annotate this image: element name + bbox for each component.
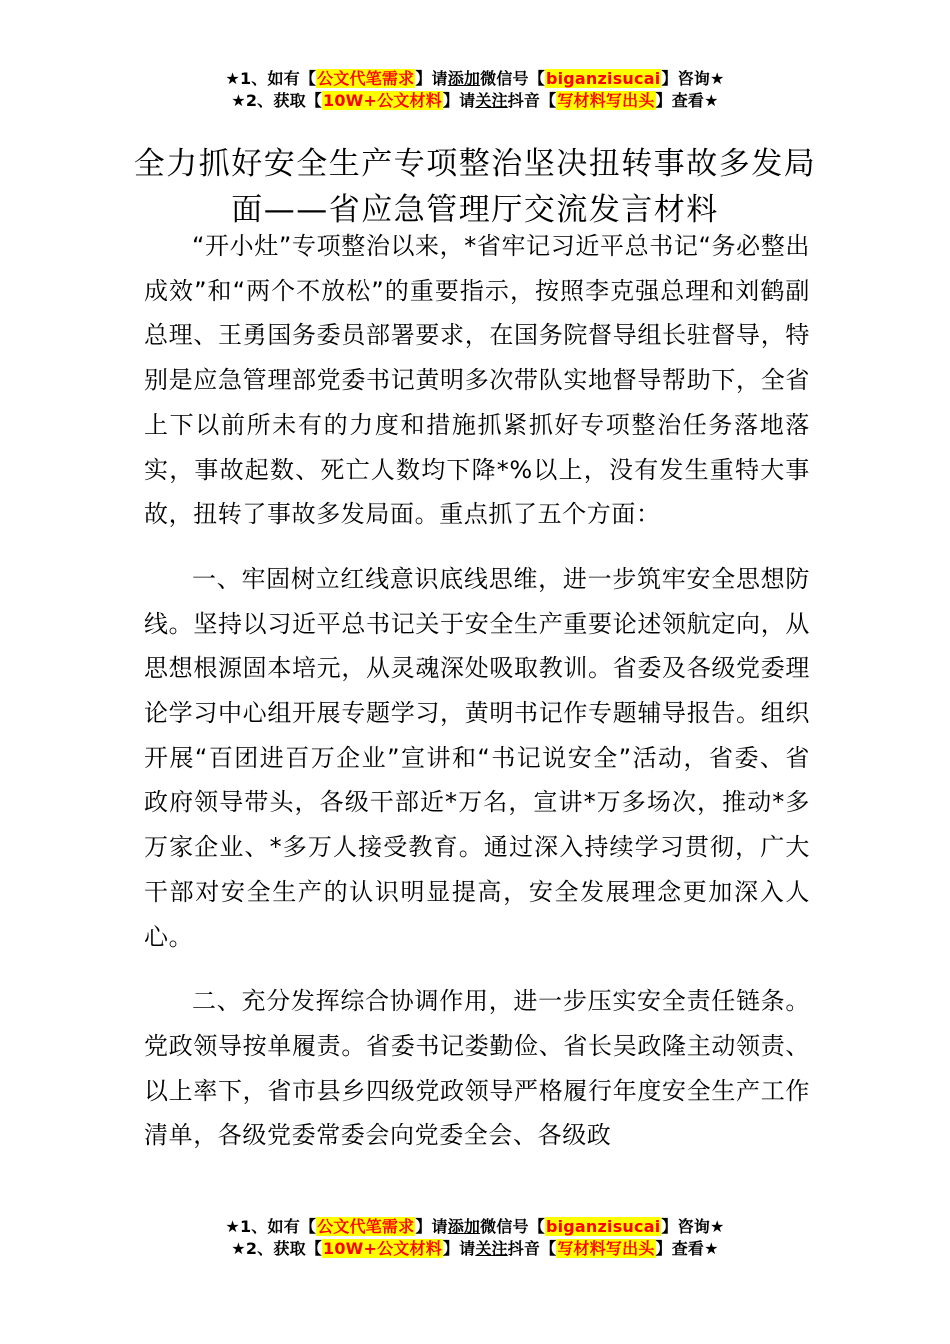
notice-line-1: ★1、如有【公文代笔需求】请添加微信号【biganzisucai】咨询★ — [225, 1217, 725, 1236]
footer-notice — [0, 1216, 950, 1260]
paragraph-section-1: 一、牢固树立红线意识底线思维，进一步筑牢安全思想防线。坚持以习近平总书记关于安全生产重要论述领航定向，从思想根源固本培元，从灵魂深处吸取教训。省委及各级党委理论学习中心组开展专题学习，黄明书记作专题辅导报告。组织开展“百团进百万企业”宣讲和“书记说安全”活动，省委、省政府领导带头，各级干部近*万名，宣讲*万多场次，推动*多万家企业、*多万人接受教育。通过深入持续学习贯彻，广大干部对安全生产的认识明显提高，安全发展理念更加深入人心。 — [144, 564, 810, 951]
highlight-materials: 10W+公文材料 — [322, 1239, 442, 1258]
header-notice — [0, 68, 950, 112]
highlight-service: 公文代笔需求 — [317, 69, 415, 88]
highlight-douyin-account: 写材料写出头 — [557, 1239, 655, 1258]
document-title: 全力抓好安全生产专项整治坚决扭转事故多发局面——省应急管理厅交流发言材料 — [133, 145, 817, 228]
paragraph-intro: “开小灶”专项整治以来，*省牢记习近平总书记“务必整出成效”和“两个不放松”的重要指示，按照李克强总理和刘鹤副总理、王勇国务委员部署要求，在国务院督导组长驻督导，特别是应急管理部党委书记黄明多次带队实地督导帮助下，全省上下以前所未有的力度和措施抓紧抓好专项整治任务落地落实，事故起数、死亡人数均下降*%以上，没有发生重特大事故，扭转了事故多发局面。重点抓了五个方面： — [144, 232, 810, 529]
paragraph-section-2: 二、充分发挥综合协调作用，进一步压实安全责任链条。党政领导按单履责。省委书记娄勤俭、省长吴政隆主动领责、以上率下，省市县乡四级党政领导严格履行年度安全生产工作清单，各级党委常委会向党委全会、各级政 — [144, 987, 810, 1150]
highlight-materials: 10W+公文材料 — [322, 91, 442, 110]
highlight-douyin-account: 写材料写出头 — [557, 91, 655, 110]
notice-line-2: ★2、获取【10W+公文材料】请关注抖音【写材料写出头】查看★ — [231, 91, 719, 110]
notice-line-2: ★2、获取【10W+公文材料】请关注抖音【写材料写出头】查看★ — [231, 1239, 719, 1258]
notice-line-1: ★1、如有【公文代笔需求】请添加微信号【biganzisucai】咨询★ — [225, 69, 725, 88]
highlight-wechat-id: biganzisucai — [545, 69, 661, 88]
highlight-service: 公文代笔需求 — [317, 1217, 415, 1236]
document-body — [144, 224, 810, 1158]
highlight-wechat-id: biganzisucai — [545, 1217, 661, 1236]
